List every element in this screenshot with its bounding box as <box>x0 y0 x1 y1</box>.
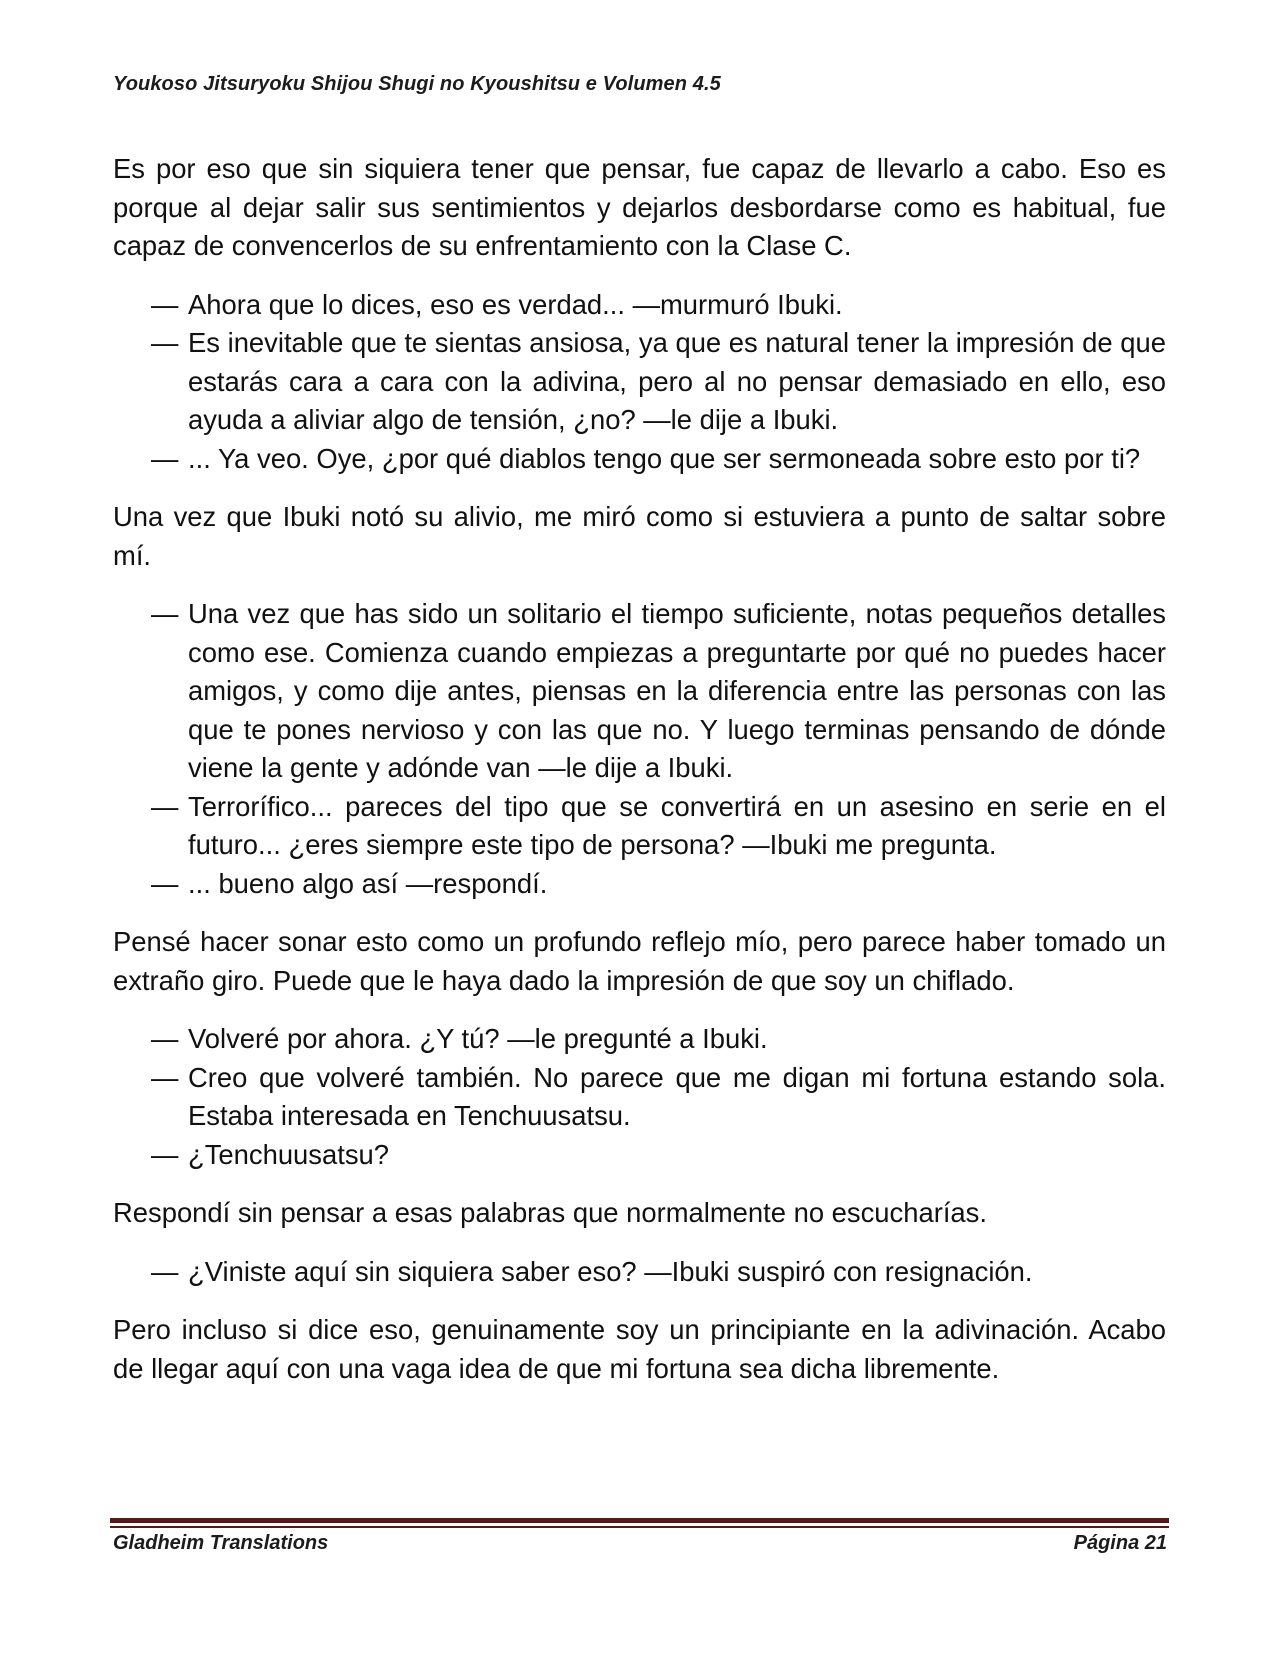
page-number: Página 21 <box>1073 1532 1167 1554</box>
dialogue-text: ¿Tenchuusatsu? <box>188 1138 389 1170</box>
dialogue-line <box>151 286 1166 325</box>
dialogue-line <box>151 1059 1166 1136</box>
dialogue-line <box>151 788 1166 865</box>
dialogue-text: Una vez que has sido un solitario el tiempo suficiente, notas pequeños detalles como ese. Comienza cuando empiezas a preguntarte por qué no puedes hacer amigos, y como dije antes, piensas en la diferencia entre las personas con las que te pones nervioso y con las que no. Y luego terminas pensando de dónde viene la gente y adónde van —le dije a Ibuki. <box>188 598 1166 783</box>
paragraph: Una vez que Ibuki notó su alivio, me miró como si estuviera a punto de saltar sobre mí. <box>113 501 1166 571</box>
paragraph: Respondí sin pensar a esas palabras que normalmente no escucharías. <box>113 1197 987 1228</box>
dialogue-line <box>151 440 1166 479</box>
dialogue-text: ¿Viniste aquí sin siquiera saber eso? —Ibuki suspiró con resignación. <box>188 1255 1033 1287</box>
paragraph: Es por eso que sin siquiera tener que pensar, fue capaz de llevarlo a cabo. Eso es porque al dejar salir sus sentimientos y dejarlos desbordarse como es habitual, fue capaz de convencerlos de su enfrentamiento con la Clase C. <box>113 153 1166 261</box>
dialogue-text: Ahora que lo dices, eso es verdad... —murmuró Ibuki. <box>188 288 843 320</box>
dialogue-text: ... Ya veo. Oye, ¿por qué diablos tengo que ser sermoneada sobre esto por ti? <box>188 442 1141 474</box>
dialogue-dash: — <box>151 327 179 358</box>
dialogue-text: Creo que volveré también. No parece que me digan mi fortuna estando sola. Estaba interesada en Tenchuusatsu. <box>188 1061 1166 1131</box>
dialogue-line <box>151 324 1166 440</box>
dialogue-dash: — <box>151 442 179 474</box>
dialogue-block <box>151 1020 1166 1174</box>
dialogue-dash: — <box>151 288 179 320</box>
dialogue-block <box>151 1253 1166 1292</box>
dialogue-dash: — <box>151 1138 179 1170</box>
page-header: Youkoso Jitsuryoku Shijou Shugi no Kyoushitsu e Volumen 4.5 <box>113 73 721 95</box>
dialogue-line <box>151 595 1166 788</box>
footer-rule-thin <box>110 1526 1169 1528</box>
dialogue-text: Terrorífico... pareces del tipo que se convertirá en un asesino en serie en el futuro... ¿eres siempre este tipo de persona? —Ibuki me pregunta. <box>188 790 1166 860</box>
dialogue-dash: — <box>151 790 179 822</box>
dialogue-dash: — <box>151 1255 179 1287</box>
dialogue-dash: — <box>151 598 179 629</box>
dialogue-block <box>151 595 1166 903</box>
dialogue-text: Es inevitable que te sientas ansiosa, ya que es natural tener la impresión de que estarás cara a cara con la adivina, pero al no pensar demasiado en ello, eso ayuda a aliviar algo de tensión, ¿no? —le dije a Ibuki. <box>188 327 1166 435</box>
dialogue-dash: — <box>151 1023 179 1054</box>
dialogue-line <box>151 865 1166 904</box>
paragraph: Pensé hacer sonar esto como un profundo reflejo mío, pero parece haber tomado un extraño giro. Puede que le haya dado la impresión de que soy un chiflado. <box>113 926 1166 996</box>
dialogue-text: Volveré por ahora. ¿Y tú? —le pregunté a Ibuki. <box>188 1023 768 1054</box>
page-body <box>113 150 1166 1408</box>
dialogue-text: ... bueno algo así —respondí. <box>188 867 548 899</box>
dialogue-line <box>151 1136 1166 1175</box>
footer-rule-thick <box>110 1518 1169 1523</box>
dialogue-dash: — <box>151 867 179 899</box>
footer-credit: Gladheim Translations <box>113 1532 329 1554</box>
dialogue-block <box>151 286 1166 479</box>
dialogue-line <box>151 1020 1166 1059</box>
dialogue-line <box>151 1253 1166 1292</box>
paragraph: Pero incluso si dice eso, genuinamente soy un principiante en la adivinación. Acabo de llegar aquí con una vaga idea de que mi fortuna sea dicha libremente. <box>113 1314 1166 1384</box>
dialogue-dash: — <box>151 1061 179 1093</box>
